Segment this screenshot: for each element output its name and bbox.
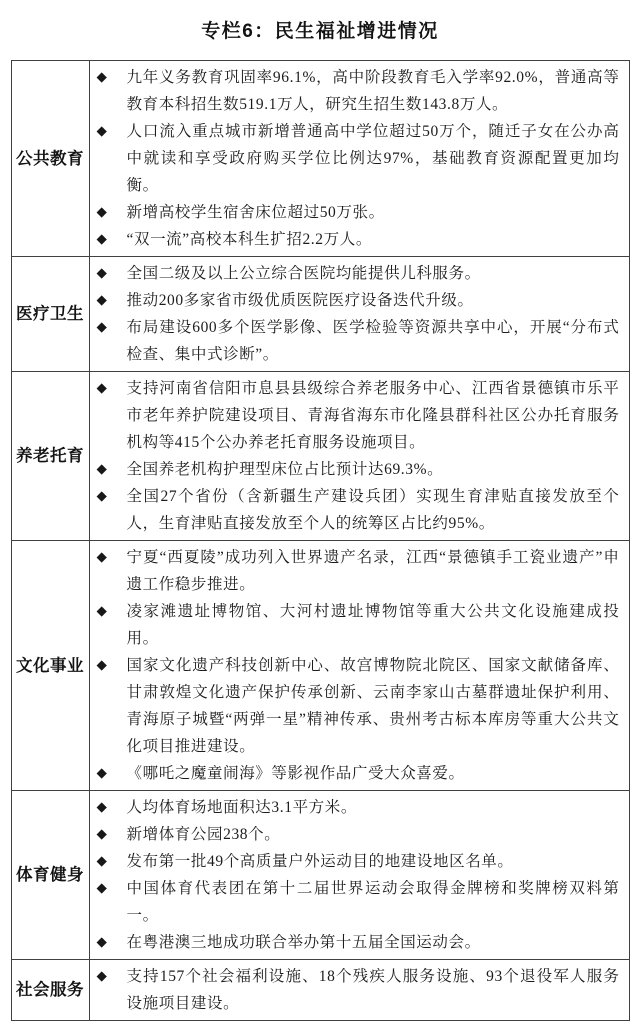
list-item-text: 中国体育代表团在第十二届世界运动会取得金牌榜和奖牌榜双料第一。	[126, 880, 620, 924]
diamond-bullet-icon: ◆	[96, 292, 107, 308]
diamond-bullet-icon: ◆	[96, 123, 107, 139]
content-cell	[89, 960, 629, 1021]
list-item	[90, 544, 620, 598]
list-item	[90, 794, 620, 821]
list-item	[90, 652, 620, 760]
content-cell	[89, 61, 629, 257]
list-item-text: 宁夏“西夏陵”成功列入世界遗产名录，江西“景德镇手工瓷业遗产”申遗工作稳步推进。	[126, 549, 620, 593]
diamond-bullet-icon: ◆	[96, 380, 107, 396]
list-item-text: 《哪吒之魔童闹海》等影视作品广受大众喜爱。	[126, 765, 465, 782]
list-item	[90, 483, 620, 537]
list-item	[90, 963, 620, 1017]
diamond-bullet-icon: ◆	[96, 765, 107, 781]
diamond-bullet-icon: ◆	[96, 319, 107, 335]
category-cell	[11, 61, 89, 257]
list-item	[90, 848, 620, 875]
category-label: 养老托育	[16, 447, 84, 465]
list-item-text: 布局建设600多个医学影像、医学检验等资源共享中心，开展“分布式检查、集中式诊断”。	[126, 319, 620, 363]
table-row	[11, 791, 629, 960]
content-cell	[89, 257, 629, 372]
list-item-text: 支持河南省信阳市息县县级综合养老服务中心、江西省景德镇市乐平市老年养护院建设项目、青海省海东市化隆县群科社区公办托育服务机构等415个公办养老托育服务设施项目。	[126, 380, 620, 451]
diamond-bullet-icon: ◆	[96, 204, 107, 220]
category-label: 体育健身	[16, 866, 84, 884]
list-item-text: 全国27个省份（含新疆生产建设兵团）实现生育津贴直接发放至个人，生育津贴直接发放至个人的统筹区占比约95%。	[126, 488, 620, 532]
list-item	[90, 929, 620, 956]
diamond-bullet-icon: ◆	[96, 69, 107, 85]
diamond-bullet-icon: ◆	[96, 603, 107, 619]
content-cell	[89, 791, 629, 960]
list-item-text: 全国养老机构护理型床位占比预计达69.3%。	[126, 461, 444, 478]
list-item	[90, 226, 620, 253]
content-cell	[89, 372, 629, 541]
list-item	[90, 821, 620, 848]
category-label: 医疗卫生	[16, 305, 84, 323]
content-cell	[89, 541, 629, 791]
list-item-text: 国家文化遗产科技创新中心、故宫博物院北院区、国家文献储备库、甘肃敦煌文化遗产保护传承创新、云南李家山古墓群遗址保护利用、青海原子城暨“两弹一星”精神传承、贵州考古标本库房等重大公共文化项目推进建设。	[126, 657, 620, 755]
list-item-text: 人口流入重点城市新增普通高中学位超过50万个，随迁子女在公办高中就读和享受政府购买学位比例达97%，基础教育资源配置更加均衡。	[126, 123, 620, 194]
list-item	[90, 456, 620, 483]
list-item	[90, 260, 620, 287]
diamond-bullet-icon: ◆	[96, 853, 107, 869]
list-item-text: 新增高校学生宿舍床位超过50万张。	[126, 204, 385, 221]
category-label: 公共教育	[16, 149, 84, 168]
list-item-text: 九年义务教育巩固率96.1%，高中阶段教育毛入学率92.0%，普通高等教育本科招生数519.1万人，研究生招生数143.8万人。	[126, 69, 620, 113]
category-cell	[11, 960, 89, 1021]
category-cell	[11, 257, 89, 372]
list-item	[90, 118, 620, 199]
category-cell	[11, 372, 89, 541]
diamond-bullet-icon: ◆	[96, 549, 107, 565]
list-item	[90, 314, 620, 368]
diamond-bullet-icon: ◆	[96, 799, 107, 815]
table-row	[11, 61, 629, 257]
livelihood-table	[11, 60, 630, 1021]
diamond-bullet-icon: ◆	[96, 265, 107, 281]
table-row	[11, 960, 629, 1021]
table-row	[11, 372, 629, 541]
list-item	[90, 199, 620, 226]
list-item-text: 发布第一批49个高质量户外运动目的地建设地区名单。	[126, 853, 514, 870]
diamond-bullet-icon: ◆	[96, 657, 107, 673]
list-item-text: 凌家滩遗址博物馆、大河村遗址博物馆等重大公共文化设施建成投用。	[126, 603, 620, 647]
list-item	[90, 375, 620, 456]
category-label: 文化事业	[16, 656, 84, 675]
list-item	[90, 598, 620, 652]
list-item	[90, 64, 620, 118]
category-cell	[11, 791, 89, 960]
page-title: 专栏6：民生福祉增进情况	[201, 21, 439, 42]
diamond-bullet-icon: ◆	[96, 880, 107, 896]
list-item-text: 在粤港澳三地成功联合举办第十五届全国运动会。	[126, 934, 481, 951]
diamond-bullet-icon: ◆	[96, 231, 107, 247]
list-item	[90, 287, 620, 314]
list-item-text: 全国二级及以上公立综合医院均能提供儿科服务。	[126, 265, 481, 282]
diamond-bullet-icon: ◆	[96, 934, 107, 950]
list-item	[90, 760, 620, 787]
list-item	[90, 875, 620, 929]
table-row	[11, 541, 629, 791]
category-label: 社会服务	[16, 981, 84, 999]
list-item-text: 新增体育公园238个。	[126, 826, 281, 843]
list-item-text: 推动200多家省市级优质医院医疗设备迭代升级。	[126, 292, 474, 309]
diamond-bullet-icon: ◆	[96, 968, 107, 984]
diamond-bullet-icon: ◆	[96, 461, 107, 477]
diamond-bullet-icon: ◆	[96, 488, 107, 504]
diamond-bullet-icon: ◆	[96, 826, 107, 842]
category-cell	[11, 541, 89, 791]
list-item-text: 人均体育场地面积达3.1平方米。	[126, 799, 357, 816]
list-item-text: “双一流”高校本科生扩招2.2万人。	[126, 231, 372, 248]
list-item-text: 支持157个社会福利设施、18个残疾人服务设施、93个退役军人服务设施项目建设。	[126, 968, 620, 1012]
table-row	[11, 257, 629, 372]
